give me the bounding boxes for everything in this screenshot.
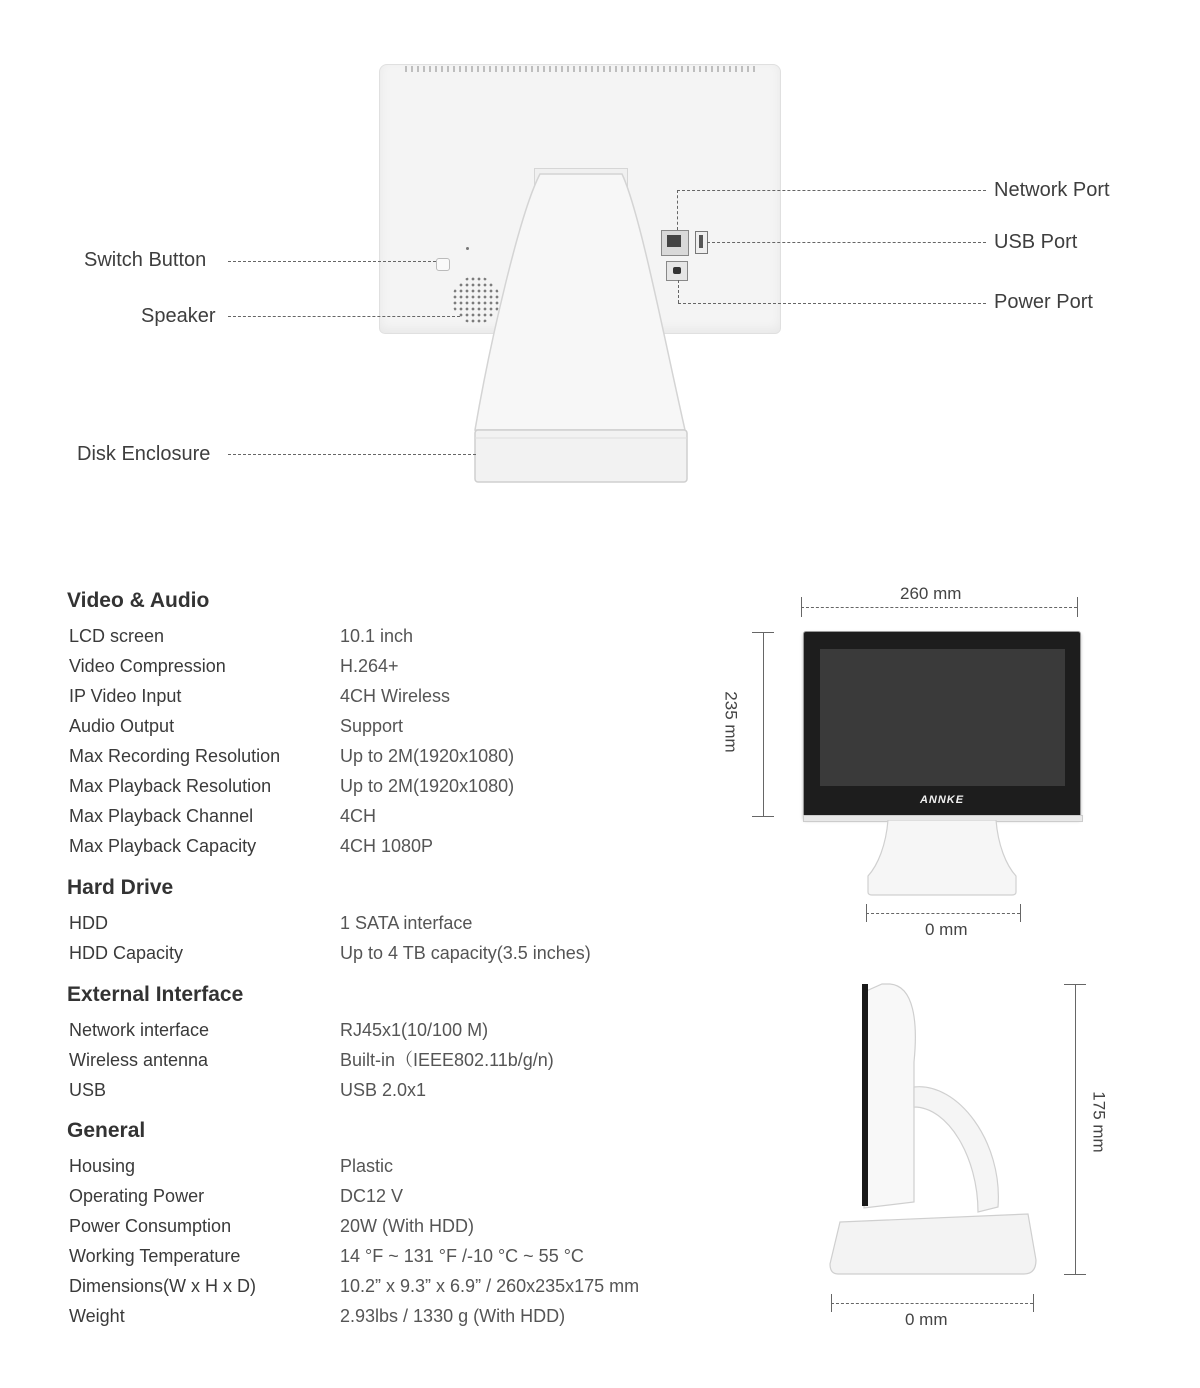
callout-disk-enclosure: Disk Enclosure: [77, 443, 211, 465]
spec-value: 10.1 inch: [340, 626, 414, 646]
spec-label: HDD: [69, 913, 108, 933]
spec-label: Max Playback Channel: [69, 806, 254, 826]
top-vent: [405, 66, 755, 72]
section-title-external-interface: External Interface: [67, 983, 244, 1006]
spec-value: Built-in（IEEE802.11b/g/n): [340, 1050, 554, 1070]
leader-line: [677, 190, 678, 230]
dimension-tick: [1077, 597, 1078, 617]
height-dimension-line: [763, 632, 764, 816]
spec-value: 10.2” x 9.3” x 6.9” / 260x235x175 mm: [340, 1276, 640, 1296]
spec-label: Weight: [69, 1306, 125, 1326]
leader-line: [677, 190, 986, 191]
dimension-tick: [1020, 904, 1021, 922]
dimension-tick: [801, 597, 802, 617]
spec-label: Audio Output: [69, 716, 175, 736]
callout-speaker: Speaker: [141, 305, 216, 327]
callout-switch-button: Switch Button: [84, 249, 207, 271]
spec-label: Housing: [69, 1156, 136, 1176]
spec-value: 4CH Wireless: [340, 686, 451, 706]
leader-line: [228, 261, 436, 262]
callout-power-port: Power Port: [994, 291, 1093, 313]
side-base-dimension-line: [831, 1303, 1033, 1304]
front-height-label: 235 mm: [721, 691, 741, 753]
spec-label: Max Playback Resolution: [69, 776, 272, 796]
dimension-tick: [866, 904, 867, 922]
front-width-label: 260 mm: [900, 584, 962, 603]
power-port: [666, 261, 688, 281]
spec-value: 4CH: [340, 806, 377, 826]
callout-usb-port: USB Port: [994, 231, 1078, 253]
indicator-led: [466, 247, 469, 250]
section-title-hard-drive: Hard Drive: [67, 876, 174, 899]
leader-line: [228, 454, 476, 455]
spec-value: Up to 4 TB capacity(3.5 inches): [340, 943, 591, 963]
spec-value: 4CH 1080P: [340, 836, 434, 856]
spec-label: USB: [69, 1080, 107, 1100]
spec-label: IP Video Input: [69, 686, 182, 706]
leader-line: [228, 316, 460, 317]
spec-value: USB 2.0x1: [340, 1080, 427, 1100]
monitor-screen: [820, 649, 1065, 786]
spec-value: Support: [340, 716, 404, 736]
switch-button: [436, 258, 450, 271]
spec-value: Plastic: [340, 1156, 394, 1176]
spec-value: 1 SATA interface: [340, 913, 473, 933]
brand-logo: ANNKE: [919, 794, 965, 806]
network-port: [661, 230, 689, 256]
dimension-tick: [1064, 984, 1086, 985]
spec-value: Up to 2M(1920x1080): [340, 776, 515, 796]
leader-line: [678, 280, 679, 303]
side-depth-label: 175 mm: [1089, 1091, 1109, 1153]
spec-label: HDD Capacity: [69, 943, 184, 963]
spec-label: LCD screen: [69, 626, 165, 646]
spec-value: H.264+: [340, 656, 399, 676]
leader-line: [707, 242, 986, 243]
dimension-tick: [752, 816, 774, 817]
spec-value: 14 °F ~ 131 °F /-10 °C ~ 55 °C: [340, 1246, 584, 1266]
spec-label: Operating Power: [69, 1186, 205, 1206]
spec-value: 2.93lbs / 1330 g (With HDD): [340, 1306, 566, 1326]
spec-value: 20W (With HDD): [340, 1216, 474, 1236]
front-base-label: 0 mm: [925, 920, 968, 939]
spec-label: Network interface: [69, 1020, 210, 1040]
spec-label: Wireless antenna: [69, 1050, 209, 1070]
spec-label: Power Consumption: [69, 1216, 232, 1236]
spec-label: Max Recording Resolution: [69, 746, 281, 766]
depth-dimension-line: [1075, 984, 1076, 1274]
stand: [470, 172, 700, 488]
spec-label: Dimensions(W x H x D): [69, 1276, 257, 1296]
width-dimension-line: [801, 607, 1077, 608]
section-title-video-audio: Video & Audio: [67, 589, 210, 612]
section-title-general: General: [67, 1119, 146, 1142]
spec-label: Working Temperature: [69, 1246, 241, 1266]
spec-label: Max Playback Capacity: [69, 836, 257, 856]
spec-value: Up to 2M(1920x1080): [340, 746, 515, 766]
spec-label: Video Compression: [69, 656, 226, 676]
side-base-label: 0 mm: [905, 1310, 948, 1329]
front-stand: [866, 820, 1018, 896]
base-dimension-line: [866, 913, 1020, 914]
dimension-tick: [1033, 1294, 1034, 1312]
leader-line: [678, 303, 986, 304]
spec-value: DC12 V: [340, 1186, 404, 1206]
dimension-tick: [1064, 1274, 1086, 1275]
spec-value: RJ45x1(10/100 M): [340, 1020, 489, 1040]
dimension-tick: [831, 1294, 832, 1312]
monitor-side-view: [828, 982, 1040, 1280]
dimension-tick: [752, 632, 774, 633]
callout-network-port: Network Port: [994, 179, 1110, 201]
